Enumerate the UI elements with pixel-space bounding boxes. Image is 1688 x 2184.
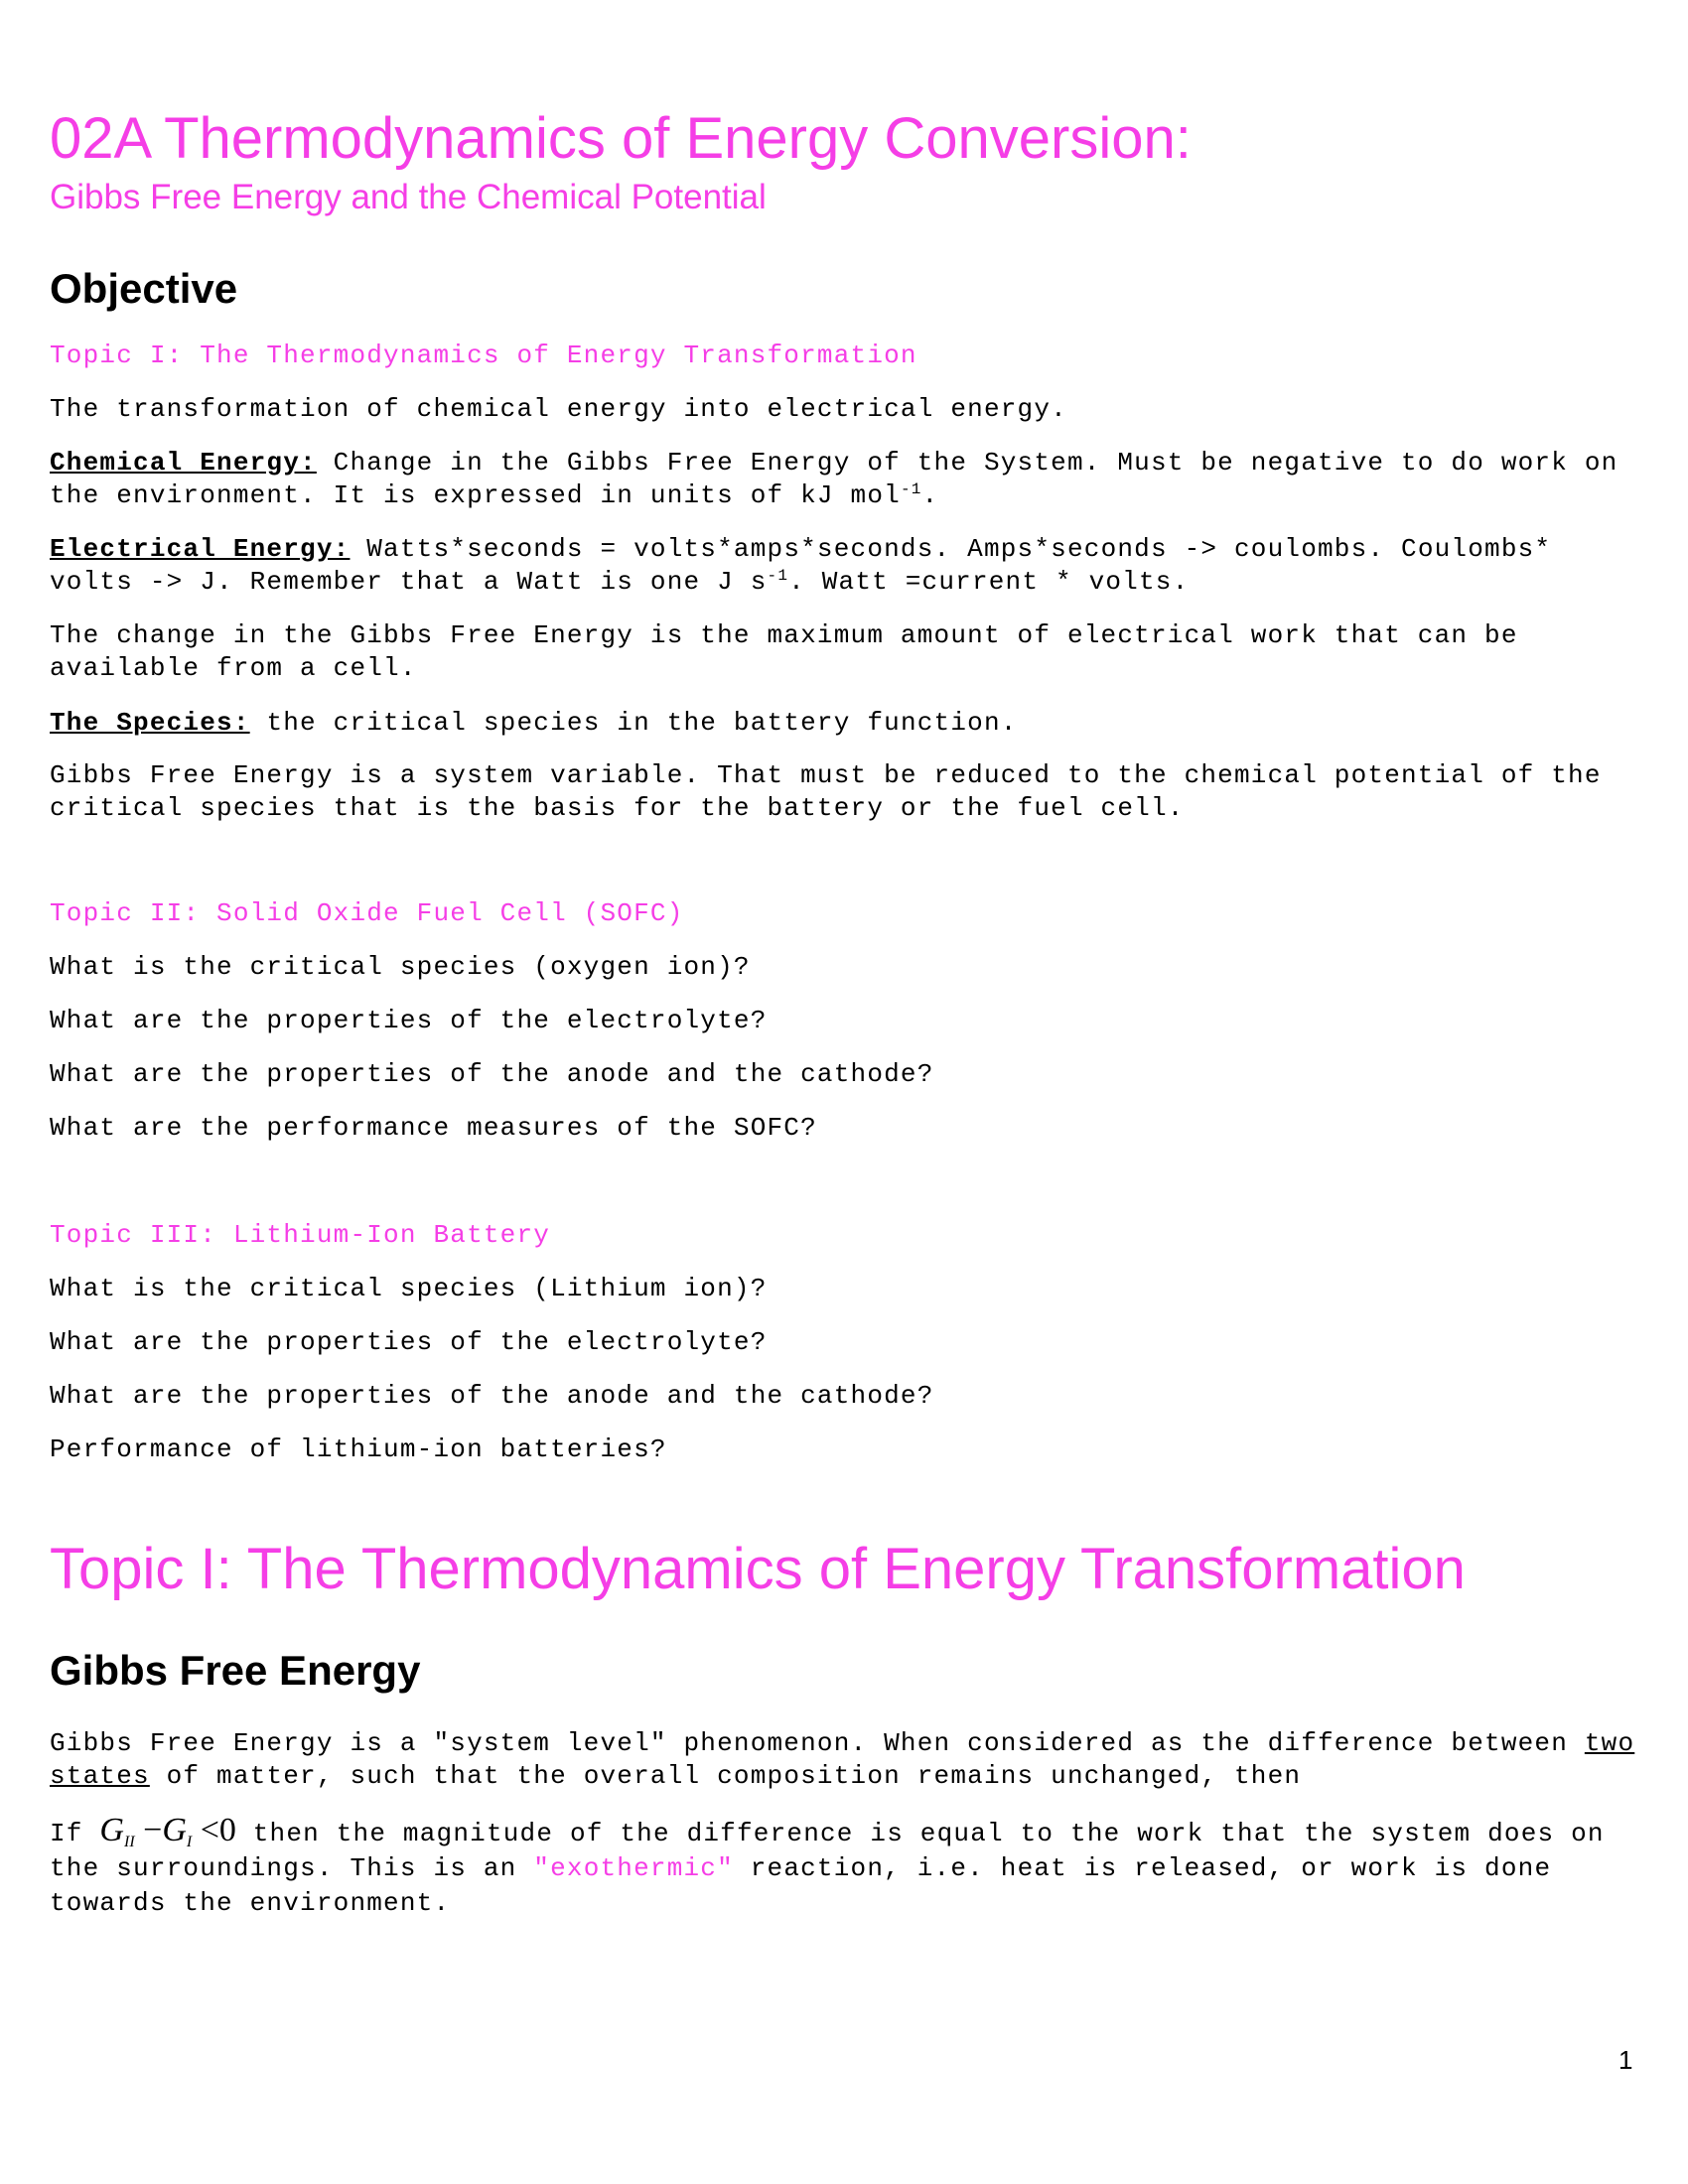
topic2-question: What is the critical species (oxygen ion)? (50, 952, 751, 982)
topic3-heading: Topic III: Lithium-Ion Battery (50, 1220, 551, 1250)
chemical-energy-paragraph (50, 447, 1638, 512)
chemical-energy-text: Change in the Gibbs Free Energy of the System. Must be negative to do work on the environment. It is expressed in units of kJ mol (50, 448, 1618, 510)
objective-heading: Objective (50, 265, 238, 312)
exothermic-term: "exothermic" (533, 1853, 734, 1883)
species-text: the critical species in the battery function. (249, 708, 1018, 738)
species-paragraph (50, 707, 1638, 740)
topic3-question: What is the critical species (Lithium ion)? (50, 1274, 768, 1303)
para1-text-end: of matter, such that the overall composition remains unchanged, then (149, 1761, 1302, 1791)
topic1-intro: The transformation of chemical energy into electrical energy. (50, 394, 1067, 424)
topic3-question: What are the properties of the anode and the cathode? (50, 1381, 934, 1411)
document-title: 02A Thermodynamics of Energy Conversion: (50, 106, 1192, 171)
chemical-energy-label: Chemical Energy: (50, 448, 317, 478)
gibbs-difference-equation (99, 1812, 235, 1848)
para2-text: then the magnitude of the difference is equal to the work that the system does on the surroundings. This is an (50, 1819, 1605, 1883)
less-than-sign: < (200, 1812, 219, 1848)
two-states-underlined: two states (50, 1728, 1635, 1791)
topic3-question: Performance of lithium-ion batteries? (50, 1434, 667, 1464)
minus-sign: − (143, 1812, 163, 1848)
g-symbol: G (99, 1812, 124, 1848)
electrical-energy-paragraph (50, 533, 1638, 599)
exothermic-paragraph (50, 1813, 1638, 1921)
electrical-energy-text: Watts*seconds = volts*amps*seconds. Amps*seconds -> coulombs. Coulombs* volts -> J. Remember that a Watt is one J s (50, 534, 1552, 597)
section-heading: Topic I: The Thermodynamics of Energy Transformation (50, 1537, 1466, 1601)
document-subtitle: Gibbs Free Energy and the Chemical Potential (50, 178, 767, 216)
species-label: The Species: (50, 708, 250, 738)
topic3-question: What are the properties of the electrolyte? (50, 1327, 768, 1357)
topic1-heading: Topic I: The Thermodynamics of Energy Transformation (50, 341, 917, 370)
electrical-energy-sup: -1 (767, 567, 789, 585)
subscript-i: I (186, 1834, 193, 1850)
page-number: 1 (1618, 2045, 1633, 2075)
g-symbol: G (162, 1812, 187, 1848)
chemical-energy-end: . (921, 480, 939, 510)
topic2-heading: Topic II: Solid Oxide Fuel Cell (SOFC) (50, 898, 684, 928)
chemical-energy-sup: -1 (900, 480, 922, 498)
zero: 0 (218, 1812, 236, 1848)
electrical-energy-label: Electrical Energy: (50, 534, 351, 564)
topic2-question: What are the properties of the anode and the cathode? (50, 1059, 934, 1089)
gibbs-system-paragraph: Gibbs Free Energy is a system variable. That must be reduced to the chemical potential of the critical species that is the basis for the battery or the fuel cell. (50, 760, 1602, 823)
electrical-energy-end: . Watt =current * volts. (788, 567, 1190, 597)
subscript-ii: II (123, 1834, 135, 1850)
topic2-question: What are the performance measures of the SOFC? (50, 1113, 817, 1143)
para1-text: Gibbs Free Energy is a "system level" phenomenon. When considered as the difference between (50, 1728, 1585, 1758)
gibbs-level-paragraph (50, 1727, 1638, 1793)
topic2-question: What are the properties of the electrolyte? (50, 1006, 768, 1035)
para2-text-end: reaction, i.e. heat is released, or work is done towards the environment. (50, 1853, 1552, 1918)
gibbs-max-work-paragraph: The change in the Gibbs Free Energy is the maximum amount of electrical work that can be available from a cell. (50, 620, 1518, 683)
if-word: If (50, 1819, 100, 1848)
gibbs-free-energy-heading: Gibbs Free Energy (50, 1647, 421, 1694)
